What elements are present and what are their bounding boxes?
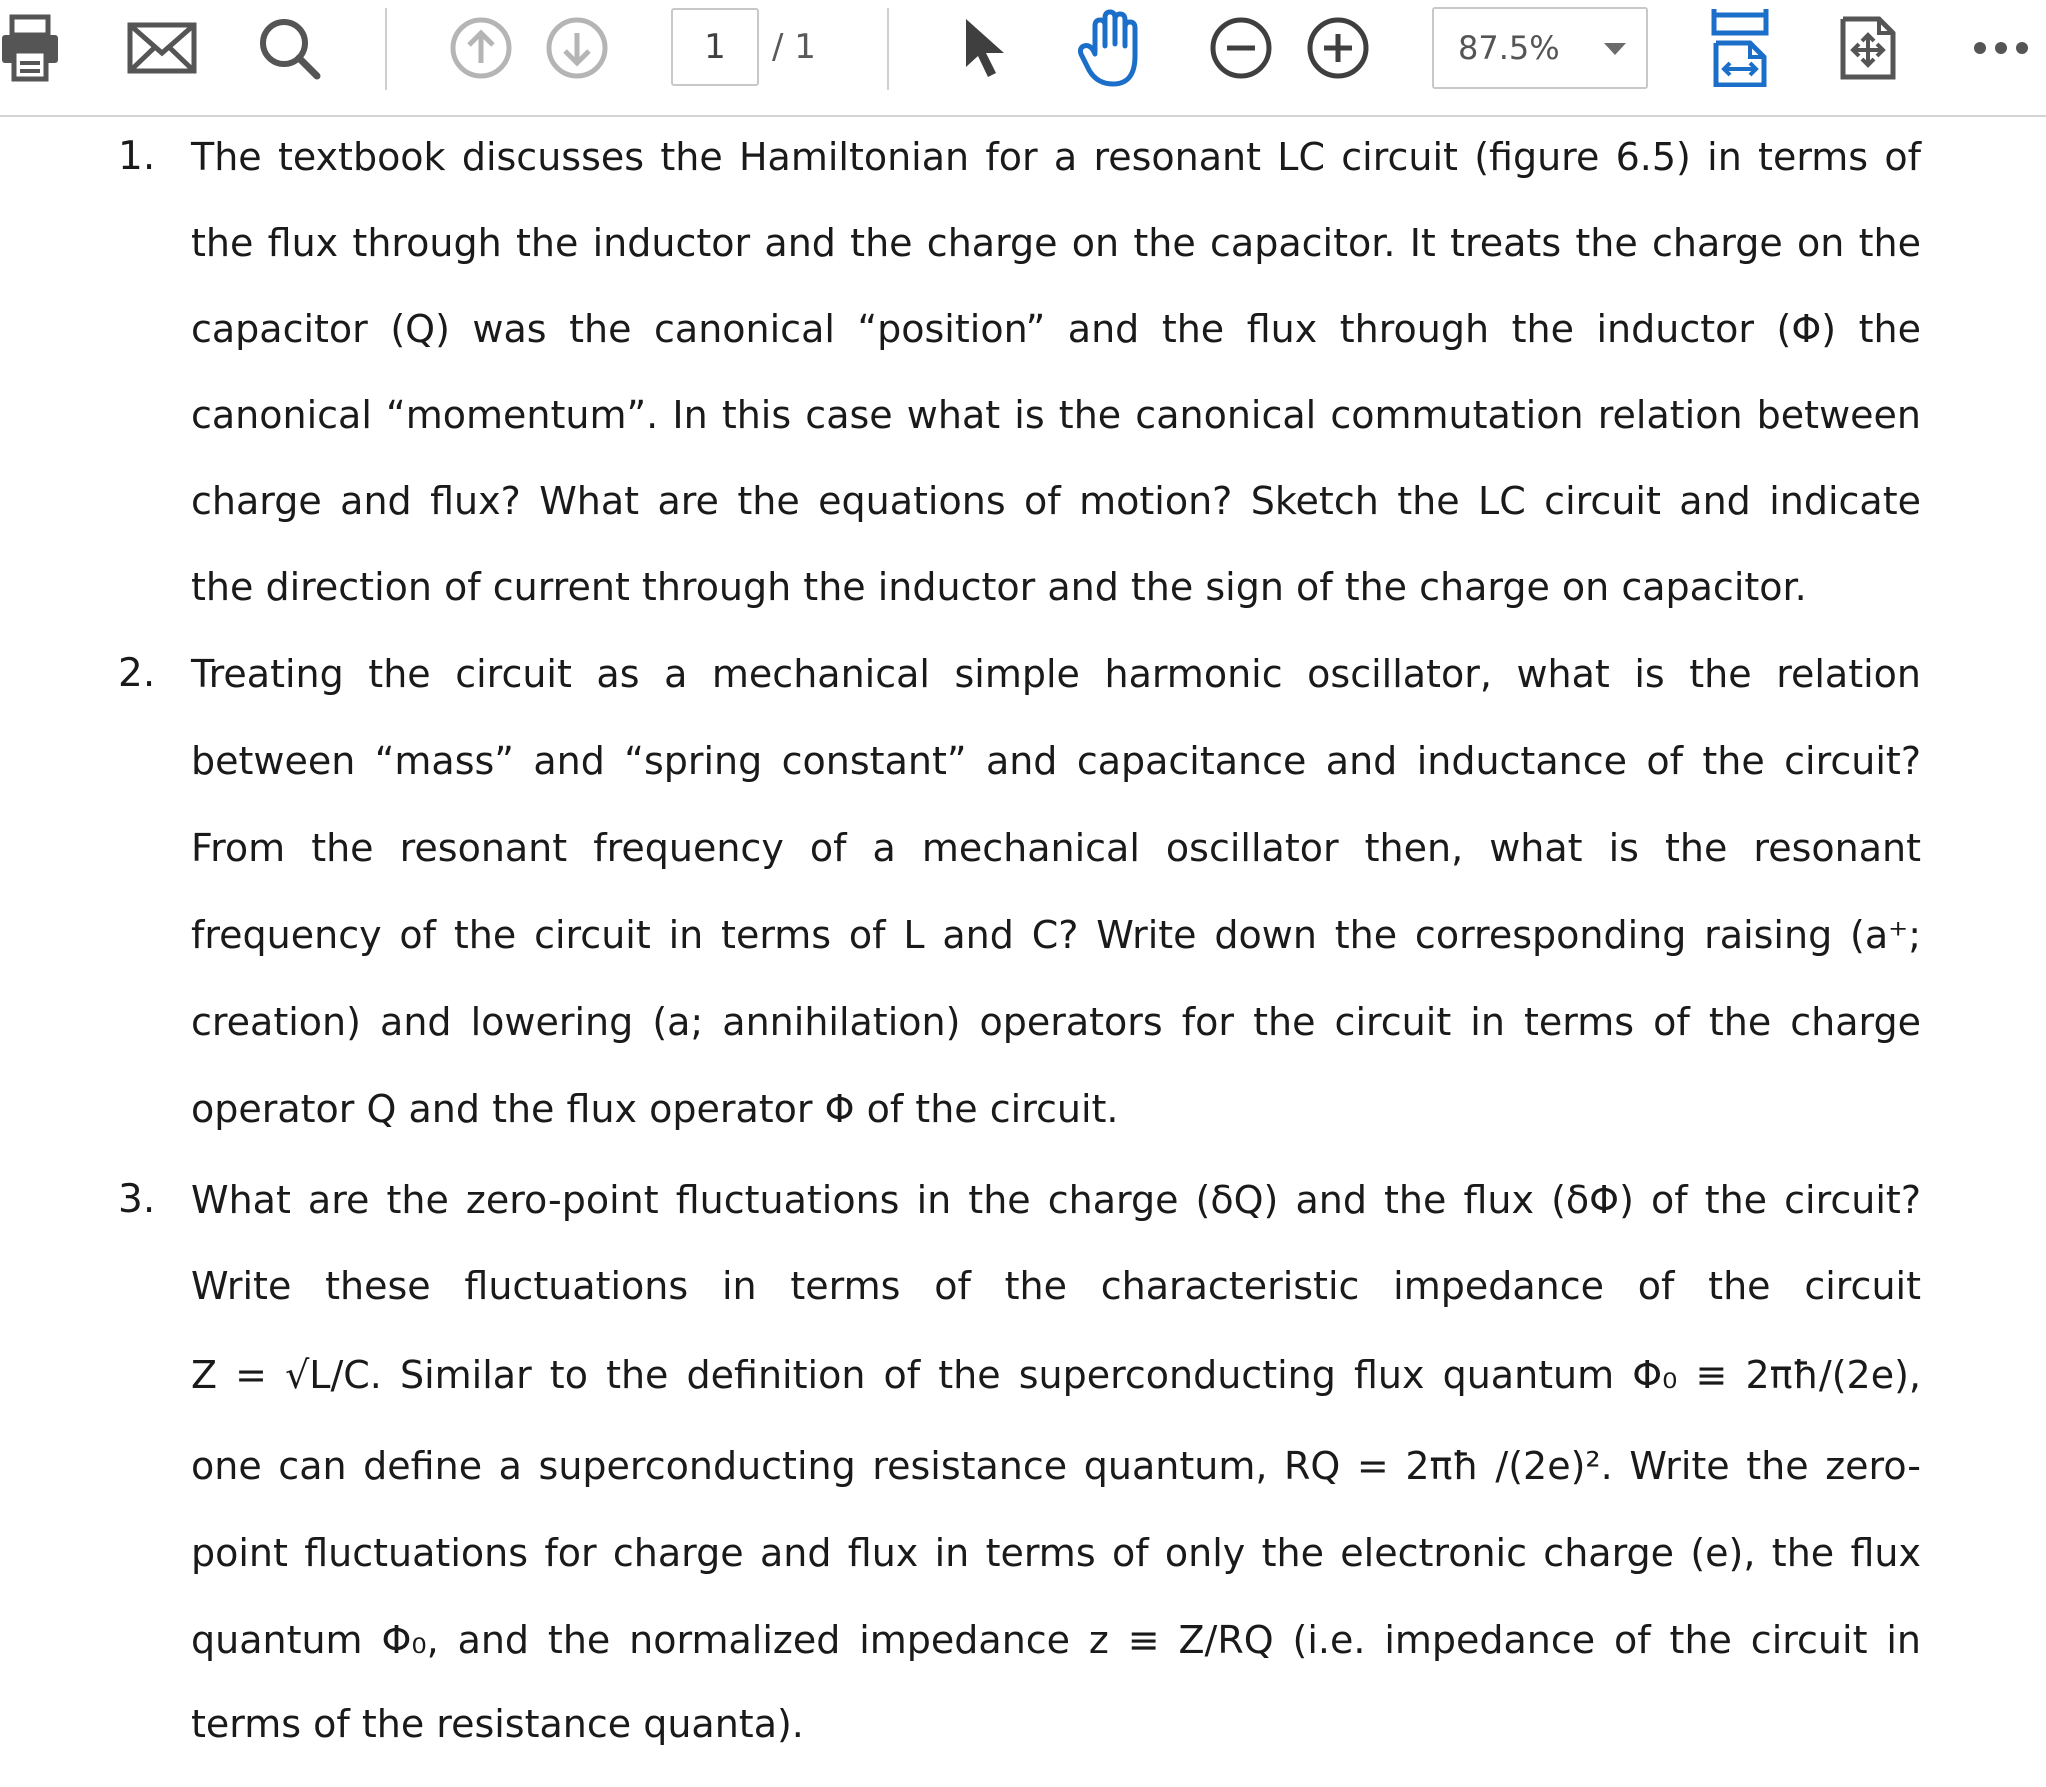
next-page-icon: [544, 15, 610, 81]
toolbar-divider: [385, 8, 387, 90]
zoom-level-value: 87.5%: [1458, 29, 1560, 67]
zoom-out-icon: [1208, 15, 1274, 81]
hand-tool-button[interactable]: [1076, 0, 1148, 96]
more-options-button[interactable]: [1972, 0, 2030, 96]
question-number: 1.: [118, 134, 156, 179]
toolbar-divider: [887, 8, 889, 90]
email-button[interactable]: [126, 0, 198, 96]
question-line: operator Q and the flux operator Φ of the circuit.: [191, 1087, 1119, 1131]
page-total-label: / 1: [772, 27, 816, 67]
zoom-in-button[interactable]: [1304, 0, 1372, 96]
question-line: canonical “momentum”. In this case what is the canonical commutation relation between: [191, 393, 1921, 437]
question-line: What are the zero-point fluctuations in the charge (δQ) and the flux (δΦ) of the circuit?: [191, 1178, 1921, 1222]
mail-icon: [127, 20, 197, 76]
question-number: 3.: [118, 1177, 156, 1222]
question-line: the flux through the inductor and the charge on the capacitor. It treats the charge on the: [191, 221, 1921, 265]
hand-tool-icon: [1077, 8, 1147, 88]
question-line: the direction of current through the inductor and the sign of the charge on capacitor.: [191, 565, 1807, 609]
fit-width-button[interactable]: [1710, 0, 1770, 96]
question-line: quantum Φ₀, and the normalized impedance z ≡ Z/RQ (i.e. impedance of the circuit in: [191, 1618, 1921, 1662]
zoom-level-select[interactable]: [1432, 7, 1648, 89]
question-line: between “mass” and “spring constant” and capacitance and inductance of the circuit?: [191, 739, 1921, 783]
zoom-out-button[interactable]: [1207, 0, 1275, 96]
question-line: Z = √L/C. Similar to the definition of the superconducting flux quantum Φ₀ ≡ 2πħ/(2e),: [191, 1353, 1921, 1397]
document-page: [0, 117, 2046, 1787]
fit-page-button[interactable]: [1838, 0, 1898, 96]
select-tool-button[interactable]: [958, 0, 1014, 96]
print-button[interactable]: [0, 0, 64, 96]
fit-page-icon: [1839, 15, 1897, 81]
question-line: one can define a superconducting resistance quantum, RQ = 2πħ /(2e)². Write the zero-: [191, 1444, 1921, 1488]
fit-width-icon: [1710, 9, 1770, 87]
previous-page-button[interactable]: [447, 0, 515, 96]
question-line: point fluctuations for charge and flux in terms of only the electronic charge (e), the flux: [191, 1531, 1921, 1575]
toolbar: [0, 0, 2046, 117]
next-page-button[interactable]: [543, 0, 611, 96]
page-number-input[interactable]: 1: [671, 8, 759, 86]
question-line: capacitor (Q) was the canonical “position” and the flux through the inductor (Φ) the: [191, 307, 1921, 351]
question-line: From the resonant frequency of a mechanical oscillator then, what is the resonant: [191, 826, 1921, 870]
chevron-down-icon: [1604, 43, 1626, 55]
question-line: Treating the circuit as a mechanical simple harmonic oscillator, what is the relation: [191, 652, 1921, 696]
question-line: The textbook discusses the Hamiltonian for a resonant LC circuit (figure 6.5) in terms of: [191, 135, 1921, 179]
zoom-in-icon: [1305, 15, 1371, 81]
question-line: frequency of the circuit in terms of L and C? Write down the corresponding raising (a⁺;: [191, 913, 1921, 957]
search-button[interactable]: [256, 0, 322, 96]
question-line: terms of the resistance quanta).: [191, 1702, 804, 1746]
question-number: 2.: [118, 651, 156, 696]
select-cursor-icon: [962, 17, 1010, 79]
question-line: creation) and lowering (a; annihilation) operators for the circuit in terms of the charge: [191, 1000, 1921, 1044]
question-line: charge and flux? What are the equations of motion? Sketch the LC circuit and indicate: [191, 479, 1921, 523]
more-icon: [1973, 41, 2029, 55]
print-icon: [0, 13, 64, 83]
previous-page-icon: [448, 15, 514, 81]
search-icon: [257, 16, 321, 80]
question-line: Write these fluctuations in terms of the characteristic impedance of the circuit: [191, 1264, 1921, 1308]
